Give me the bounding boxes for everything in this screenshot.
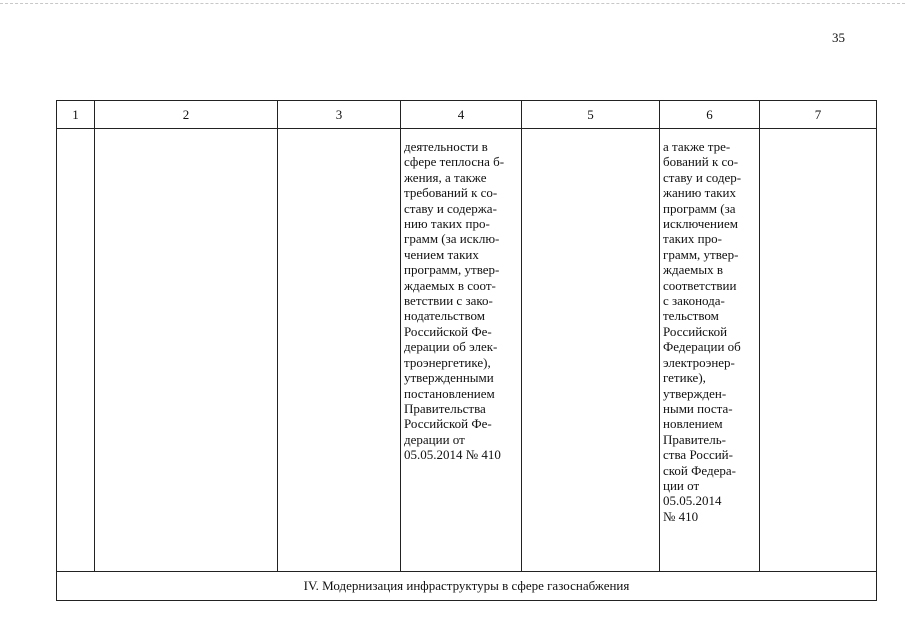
col4-text-line: дерации об элек- <box>404 339 498 355</box>
col6-text-line: ции от <box>663 477 700 493</box>
col4-text-line: Правительства <box>404 400 486 416</box>
column-header-3: 3 <box>278 101 401 129</box>
column-header-1: 1 <box>57 101 95 129</box>
cell-col-5 <box>522 129 660 572</box>
section-heading-row <box>57 572 877 601</box>
col4-text-line: сфере теплосна б- <box>404 154 505 170</box>
col4-text-line: грамм (за исклю- <box>404 231 500 247</box>
cell-col-6-text <box>660 129 759 524</box>
column-header-7: 7 <box>760 101 877 129</box>
col6-text-line: новлением <box>663 416 723 432</box>
col4-text-line: ставу и содержа- <box>404 200 497 216</box>
col4-text-line: программ, утвер- <box>404 262 500 278</box>
cell-col-4 <box>401 129 522 572</box>
cell-col-4-text <box>401 129 521 463</box>
col6-text-line: Федерации об <box>663 339 741 355</box>
col4-text-line: ждаемых в соот- <box>404 277 496 293</box>
cell-col-7 <box>760 129 877 572</box>
col6-text-line: соответствии <box>663 277 737 293</box>
col6-text-line: ставу и содер- <box>663 169 742 185</box>
col6-text-line: программ (за <box>663 200 736 216</box>
col4-text-line: Российской Фе- <box>404 323 492 339</box>
col6-text-line: с законода- <box>663 293 725 309</box>
col4-text-line: дерации от <box>404 431 465 447</box>
section-title: IV. Модернизация инфраструктуры в сфере газоснабжения <box>57 572 877 601</box>
cell-col-1 <box>57 129 95 572</box>
col6-text-line: Российской <box>663 323 728 339</box>
column-header-6: 6 <box>660 101 760 129</box>
col4-text-line: жения, а также <box>404 169 487 185</box>
cell-col-2 <box>95 129 278 572</box>
col6-text-line: Правитель- <box>663 431 726 447</box>
column-header-5: 5 <box>522 101 660 129</box>
col6-text-line: грамм, утвер- <box>663 246 739 262</box>
col6-text-line: бований к со- <box>663 154 739 170</box>
col6-text-line: ства Россий- <box>663 447 733 463</box>
col6-text-line: а также тре- <box>663 139 731 154</box>
col6-text-line: таких про- <box>663 231 722 247</box>
col6-text-line: исключением <box>663 216 738 232</box>
col4-text-line: требований к со- <box>404 185 498 201</box>
col6-text-line: тельством <box>663 308 719 324</box>
col6-text-line: 05.05.2014 <box>663 493 722 509</box>
col4-text-line: постановлением <box>404 385 495 401</box>
col4-text-line: деятельности в <box>404 139 488 154</box>
col4-text-line: нодательством <box>404 308 485 324</box>
cell-col-6 <box>660 129 760 572</box>
col4-text-line: нию таких про- <box>404 216 490 232</box>
col6-text-line: ными поста- <box>663 400 733 416</box>
col4-text-line: 05.05.2014 № 410 <box>404 447 501 463</box>
col6-text-line: ской Федера- <box>663 462 736 478</box>
cell-col-3 <box>278 129 401 572</box>
table-row <box>57 129 877 572</box>
col6-text-line: жанию таких <box>663 185 737 201</box>
table-header-row <box>57 101 877 129</box>
column-header-4: 4 <box>401 101 522 129</box>
col6-text-line: № 410 <box>663 508 699 524</box>
col6-text-line: утвержден- <box>663 385 727 401</box>
col4-text-line: Российской Фе- <box>404 416 492 432</box>
col6-text-line: гетике), <box>663 370 706 386</box>
col4-text-line: чением таких <box>404 246 479 262</box>
col4-text-line: троэнергетике), <box>404 354 491 370</box>
col4-text-line: утвержденными <box>404 370 494 386</box>
scan-edge-line <box>0 3 905 4</box>
col6-text-line: ждаемых в <box>663 262 723 278</box>
col6-text-line: электроэнер- <box>663 354 735 370</box>
document-table <box>56 100 877 601</box>
page-number: 35 <box>832 30 845 45</box>
column-header-2: 2 <box>95 101 278 129</box>
col4-text-line: ветствии с зако- <box>404 293 493 309</box>
